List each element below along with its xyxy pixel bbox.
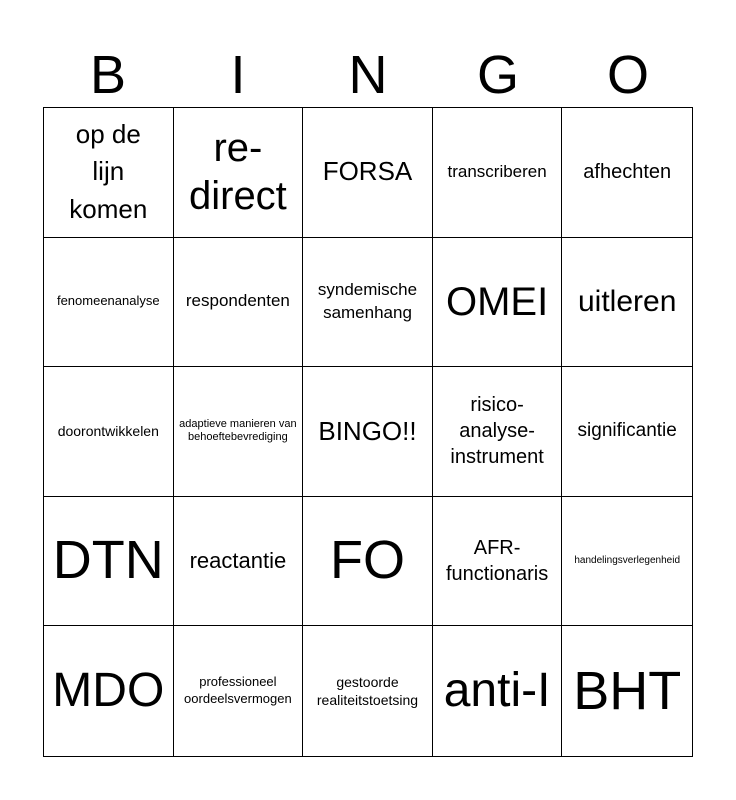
bingo-cell[interactable] — [562, 497, 692, 627]
cell-text: op de lijn komen — [69, 118, 148, 225]
bingo-cell[interactable] — [44, 108, 174, 238]
header-letter-g: G — [476, 45, 519, 105]
bingo-cell[interactable] — [44, 367, 174, 497]
cell-text: adaptieve manieren van behoeftebevrediging — [179, 418, 297, 444]
bingo-cell[interactable] — [433, 367, 563, 497]
bingo-cell[interactable] — [433, 497, 563, 627]
cell-text: FO — [329, 530, 405, 591]
cell-text: transcriberen — [447, 161, 547, 181]
cell-text: significantie — [577, 420, 677, 442]
bingo-cell[interactable] — [433, 238, 563, 368]
cell-text: fenomeenanalyse — [56, 293, 160, 309]
cell-text: handelingsverlegenheid — [574, 555, 681, 567]
cell-text: professioneel oordeelsvermogen — [184, 674, 292, 707]
cell-text: FORSA — [322, 156, 413, 187]
bingo-cell[interactable] — [174, 238, 304, 368]
cell-text: gestoorde realiteitstoetsing — [316, 674, 419, 709]
cell-text: syndemische samenhang — [317, 279, 418, 322]
cell-text: MDO — [52, 663, 165, 717]
bingo-header — [43, 44, 693, 106]
bingo-cell[interactable] — [303, 238, 433, 368]
cell-text: BHT — [573, 660, 682, 721]
bingo-cell[interactable] — [433, 108, 563, 238]
cell-text: anti-I — [443, 663, 551, 717]
cell-text: respondenten — [185, 291, 290, 311]
bingo-cell[interactable] — [44, 497, 174, 627]
bingo-cell[interactable] — [303, 626, 433, 756]
header-letter-n: N — [348, 45, 388, 105]
bingo-cell[interactable] — [303, 108, 433, 238]
header-letter-b: B — [89, 45, 127, 105]
bingo-cell[interactable] — [562, 367, 692, 497]
bingo-cell[interactable] — [44, 238, 174, 368]
bingo-cell[interactable] — [433, 626, 563, 756]
bingo-cell[interactable] — [303, 367, 433, 497]
cell-text: OMEI — [445, 279, 549, 324]
cell-text: doorontwikkelen — [57, 423, 159, 440]
bingo-cell[interactable] — [562, 238, 692, 368]
cell-text: DTN — [52, 530, 164, 591]
cell-text: AFR-functionaris — [445, 537, 549, 586]
cell-text: afhechten — [583, 161, 672, 184]
bingo-cell[interactable] — [44, 626, 174, 756]
header-letter-o: O — [606, 45, 649, 105]
cell-text: BINGO!! — [318, 415, 417, 446]
cell-text: re-direct — [188, 126, 287, 219]
cell-text: reactantie — [189, 547, 287, 573]
bingo-cell[interactable] — [562, 108, 692, 238]
bingo-cell[interactable] — [174, 497, 304, 627]
bingo-cell[interactable] — [562, 626, 692, 756]
bingo-cell[interactable] — [174, 626, 304, 756]
bingo-cell[interactable] — [174, 108, 304, 238]
bingo-board — [43, 107, 693, 757]
bingo-cell[interactable] — [174, 367, 304, 497]
cell-text: risico-analyse-instrument — [450, 394, 544, 469]
header-letter-i: I — [230, 45, 246, 105]
bingo-cell[interactable] — [303, 497, 433, 627]
cell-text: uitleren — [577, 285, 677, 319]
